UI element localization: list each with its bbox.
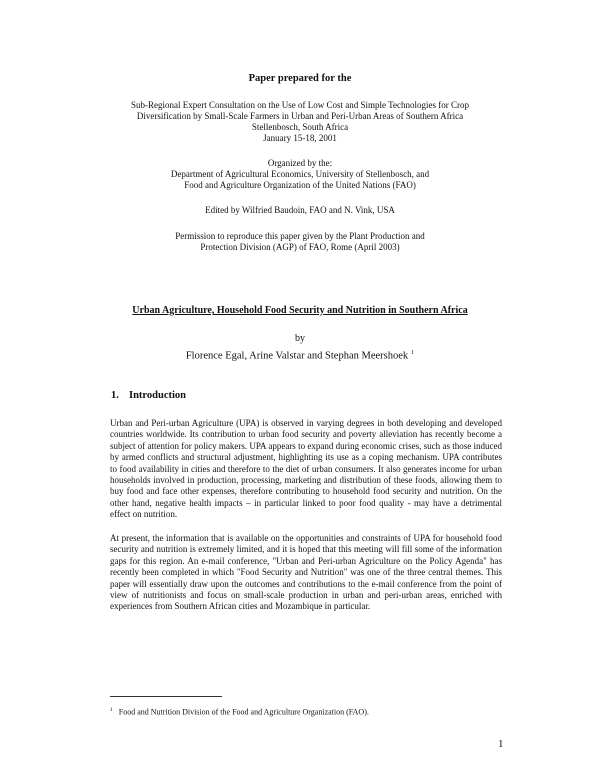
permission-block (0, 231, 600, 253)
article-title: Urban Agriculture, Household Food Security and Nutrition in Southern Africa (132, 305, 468, 316)
footnote-divider (110, 696, 222, 697)
permission-line: Permission to reproduce this paper given by the Plant Production and (175, 231, 425, 241)
paragraph: At present, the information that is available on the opportunities and constraints of UPA for household food security and nutrition is extremely limited, and it is hoped that this meeting will fill some of the information gaps for this region. An e-mail conference, "Urban and Peri-urban Agriculture on the Policy Agenda" has recently been completed in which "Food Security and Nutrition" was one of the three central themes. This paper will essentially draw upon the outcomes and contributions to the e-mail conference from the point of view of nutritionists and focus on small-scale production in urban and peri-urban areas, enriched with experiences from Southern African cities and Mozambique in particular. (110, 533, 502, 612)
section-number: 1. (111, 390, 119, 401)
footnote (110, 707, 369, 717)
organizers-line: Department of Agricultural Economics, University of Stellenbosch, and (170, 169, 430, 179)
authors-line (0, 350, 600, 362)
editors-line: Edited by Wilfried Baudoin, FAO and N. Vink, USA (205, 205, 395, 215)
authors-names: Florence Egal, Arine Valstar and Stephan Meershoek (185, 350, 409, 362)
consultation-line: Stellenbosch, South Africa (251, 122, 349, 132)
consultation-block (0, 100, 600, 144)
by-line: by (295, 333, 305, 344)
section-title: Introduction (129, 390, 186, 401)
organizers-line: Food and Agriculture Organization of the United Nations (FAO) (184, 180, 416, 190)
footnote-mark: 1 (110, 707, 113, 713)
organizers-block (0, 158, 600, 191)
consultation-line: January 15-18, 2001 (263, 133, 337, 143)
consultation-line: Diversification by Small-Scale Farmers in Urban and Peri-Urban Areas of Southern Africa (136, 111, 464, 121)
paragraph: Urban and Peri-urban Agriculture (UPA) is observed in varying degrees in both developing and developed countries worldwide. Its contribution to urban food security and poverty alleviation has recently become a subject of attention for policy makers. UPA appears to expand during economic crises, such as those induced by armed conflicts and structural adjustment, highlighting its use as a coping mechanism. UPA contributes to food availability in cities and therefore to the diet of urban consumers. It also generates income for urban households involved in production, processing, marketing and distribution of these foods, allowing them to buy food and face other expenses, therefore contributing to household food security and nutrition. On the other hand, negative health impacts – in particular linked to poor food quality - may have a detrimental effect on nutrition. (110, 418, 502, 520)
permission-line: Protection Division (AGP) of FAO, Rome (April 2003) (200, 242, 400, 252)
header-title: Paper prepared for the (248, 73, 352, 84)
author-footnote-mark: 1 (411, 350, 415, 356)
consultation-line: Sub-Regional Expert Consultation on the Use of Low Cost and Simple Technologies for Crop (131, 100, 469, 110)
organizers-line: Organized by the: (267, 158, 333, 168)
section-heading (111, 390, 186, 401)
page-number: 1 (498, 738, 504, 750)
footnote-text: Food and Nutrition Division of the Food and Agriculture Organization (FAO). (118, 707, 369, 717)
